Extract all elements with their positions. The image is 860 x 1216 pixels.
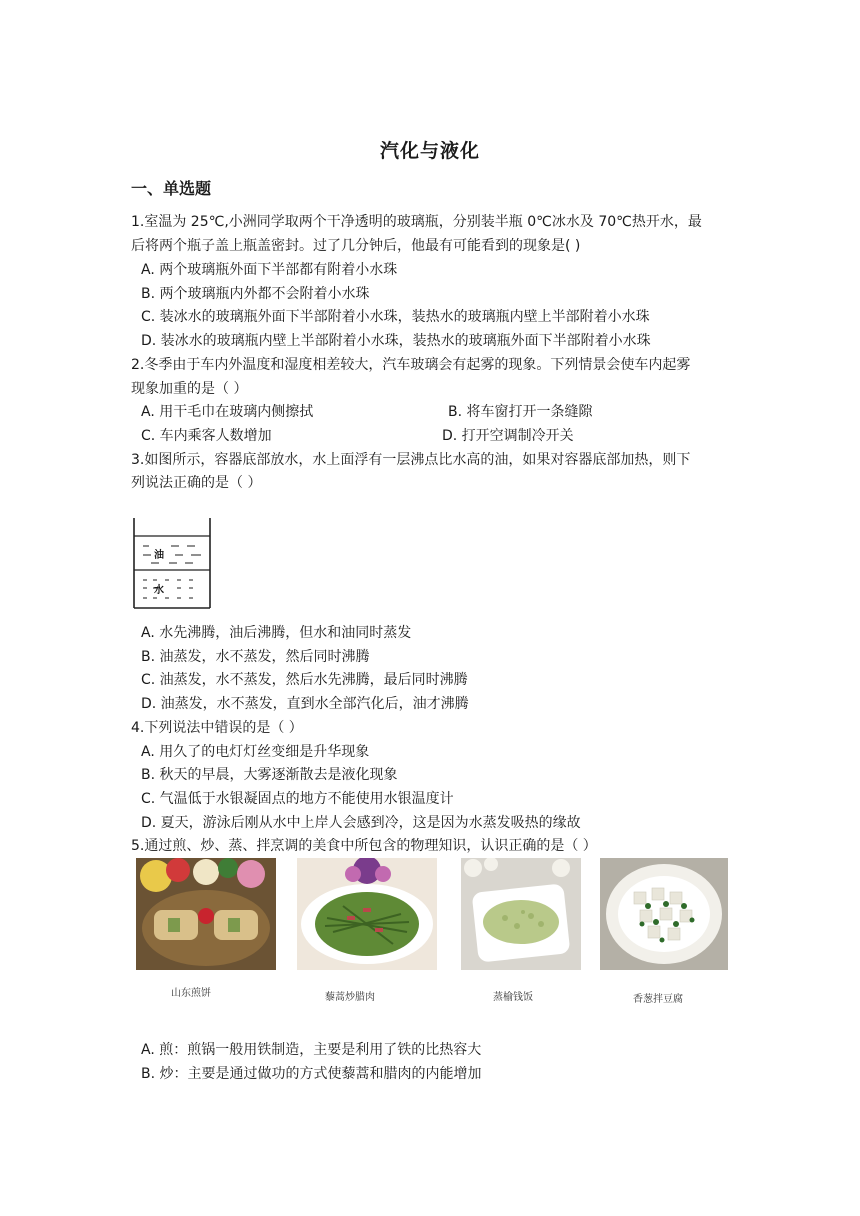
q3-option-d: D. 油蒸发，水不蒸发，直到水全部汽化后，油才沸腾 — [141, 696, 469, 712]
q1-option-c: C. 装冰水的玻璃瓶外面下半部附着小水珠，装热水的玻璃瓶内壁上半部附着小水珠 — [141, 309, 650, 325]
caption-1: 山东煎饼 — [171, 988, 211, 999]
q3-option-c: C. 油蒸发，水不蒸发，然后水先沸腾，最后同时沸腾 — [141, 672, 468, 688]
q4-option-c: C. 气温低于水银凝固点的地方不能使用水银温度计 — [141, 791, 454, 807]
q4-option-d: D. 夏天，游泳后刚从水中上岸人会感到冷，这是因为水蒸发吸热的缘故 — [141, 815, 581, 831]
photo-tofu — [600, 858, 728, 970]
q1-option-d: D. 装冰水的玻璃瓶内壁上半部附着小水珠，装热水的玻璃瓶外面下半部附着小水珠 — [141, 333, 651, 349]
q2-option-a: A. 用干毛巾在玻璃内侧擦拭 — [141, 404, 314, 420]
caption-4: 香葱拌豆腐 — [633, 994, 683, 1005]
q1-option-a: A. 两个玻璃瓶外面下半部都有附着小水珠 — [141, 262, 398, 278]
q2-option-d: D. 打开空调制冷开关 — [442, 428, 574, 444]
section-heading: 一、单选题 — [131, 179, 212, 198]
food-photos — [131, 858, 731, 1018]
water-label: 水 — [154, 585, 164, 596]
photo-steamed — [461, 858, 581, 970]
photo-stirfry — [297, 858, 437, 970]
page-title: 汽化与液化 — [379, 140, 480, 162]
container-diagram — [131, 516, 217, 616]
q5-option-a: A. 煎：煎锅一般用铁制造，主要是利用了铁的比热容大 — [141, 1042, 482, 1058]
q1-stem-line2: 后将两个瓶子盖上瓶盖密封。过了几分钟后，他最有可能看到的现象是( ) — [131, 238, 581, 254]
q4-stem: 4.下列说法中错误的是（ ） — [131, 720, 303, 736]
q4-option-a: A. 用久了的电灯灯丝变细是升华现象 — [141, 744, 370, 760]
q3-option-a: A. 水先沸腾，油后沸腾，但水和油同时蒸发 — [141, 625, 412, 641]
q4-option-b: B. 秋天的早晨，大雾逐渐散去是液化现象 — [141, 767, 398, 783]
q2-stem-line1: 2.冬季由于车内外温度和湿度相差较大，汽车玻璃会有起雾的现象。下列情景会使车内起雾 — [131, 357, 691, 373]
photo-jianbing — [136, 858, 276, 970]
q3-option-b: B. 油蒸发，水不蒸发，然后同时沸腾 — [141, 649, 370, 665]
q5-stem: 5.通过煎、炒、蒸、拌烹调的美食中所包含的物理知识，认识正确的是（ ） — [131, 838, 597, 854]
q3-stem-line2: 列说法正确的是（ ） — [131, 475, 262, 491]
q2-option-b: B. 将车窗打开一条缝隙 — [448, 404, 593, 420]
q2-stem-line2: 现象加重的是（ ） — [131, 381, 248, 397]
caption-3: 蒸榆钱饭 — [493, 992, 533, 1003]
oil-label: 油 — [154, 550, 164, 561]
q2-option-c: C. 车内乘客人数增加 — [141, 428, 272, 444]
q1-stem-line1: 1.室温为 25℃,小洲同学取两个干净透明的玻璃瓶，分别装半瓶 0℃冰水及 70℃热开水，最 — [131, 214, 702, 230]
q3-stem-line1: 3.如图所示，容器底部放水，水上面浮有一层沸点比水高的油，如果对容器底部加热，则下 — [131, 452, 691, 468]
q5-option-b: B. 炒：主要是通过做功的方式使藜蒿和腊肉的内能增加 — [141, 1066, 482, 1082]
caption-2: 藜蒿炒腊肉 — [325, 992, 375, 1003]
container-diagram-svg — [131, 516, 217, 612]
q1-option-b: B. 两个玻璃瓶内外都不会附着小水珠 — [141, 286, 370, 302]
